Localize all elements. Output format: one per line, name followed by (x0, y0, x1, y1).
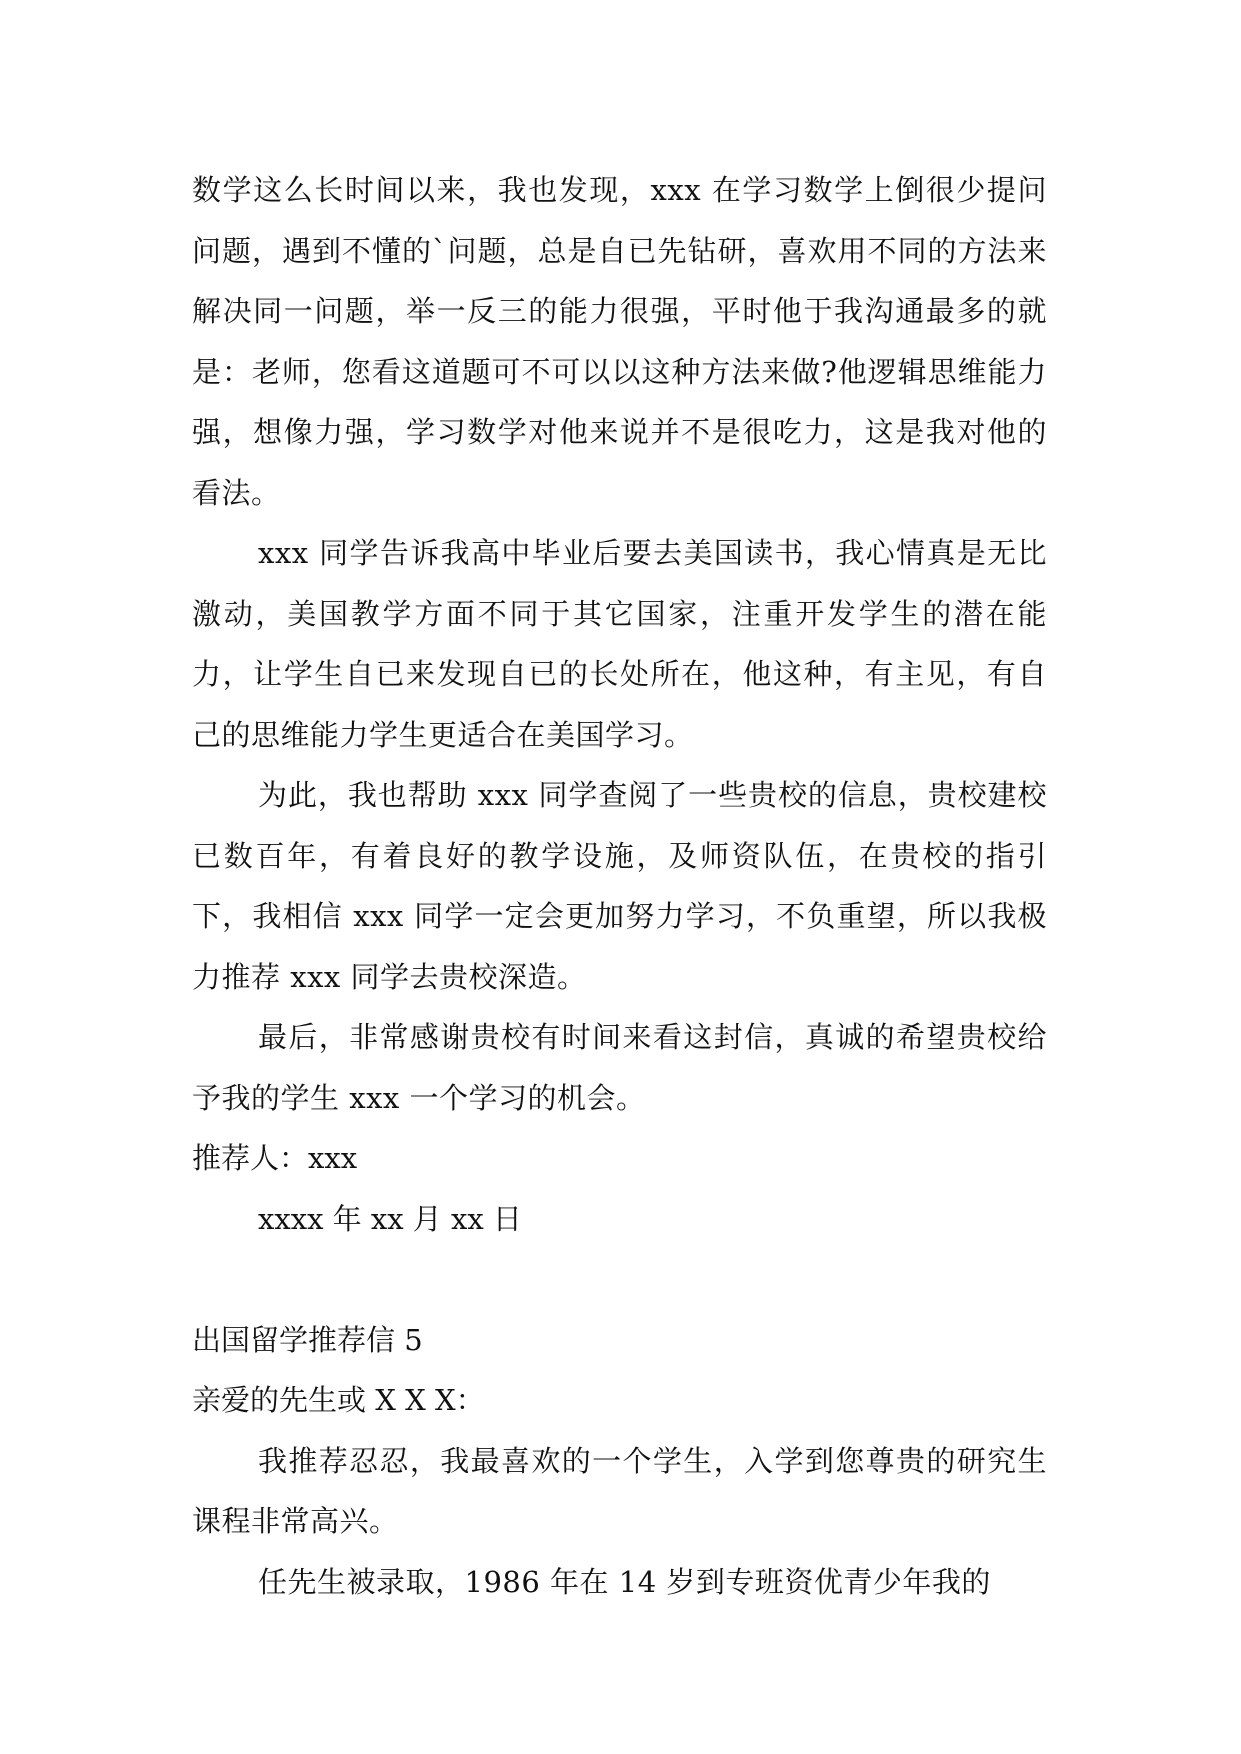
paragraph-letter5-admission: 任先生被录取，1986 年在 14 岁到专班资优青少年我的 (258, 1564, 991, 1599)
paragraph-study-abroad: xxx 同学告诉我高中毕业后要去美国读书，我心情真是无比激动，美国教学方面不同于其它国家，注重开发学生的潜在能力，让学生自已来发现自已的长处所在，他这种，有主见，有自己的思维能力学生更适合在美国学习。 (192, 536, 1047, 752)
paragraph-school-info: 为此，我也帮助 xxx 同学查阅了一些贵校的信息，贵校建校已数百年，有着良好的教学设施，及师资队伍，在贵校的指引下，我相信 xxx 同学一定会更加努力学习，不负重望，所以我极力推荐 xxx 同学去贵校深造。 (192, 778, 1047, 994)
section-title: 出国留学推荐信 5 (192, 1322, 423, 1357)
signature-date: xxxx 年 xx 月 xx 日 (258, 1201, 522, 1236)
paragraph-letter5-intro: 我推荐忍忍，我最喜欢的一个学生，入学到您尊贵的研究生课程非常高兴。 (192, 1443, 1047, 1538)
paragraph-closing: 最后，非常感谢贵校有时间来看这封信，真诚的希望贵校给予我的学生 xxx 一个学习的机会。 (192, 1020, 1047, 1115)
salutation: 亲爱的先生或 X X X： (192, 1383, 485, 1417)
blank-line (192, 1249, 1047, 1310)
recommender-signature: 推荐人：xxx (192, 1141, 358, 1175)
paragraph-math-observation: 数学这么长时间以来，我也发现，xxx 在学习数学上倒很少提问问题，遇到不懂的`问题，总是自已先钻研，喜欢用不同的方法来解决同一问题，举一反三的能力很强，平时他于我沟通最多的就是：老师，您看这道题可不可以以这种方法来做?他逻辑思维能力强，想像力强，学习数学对他来说并不是很吃力，这是我对他的看法。 (192, 173, 1047, 510)
document-body (192, 160, 1047, 1612)
